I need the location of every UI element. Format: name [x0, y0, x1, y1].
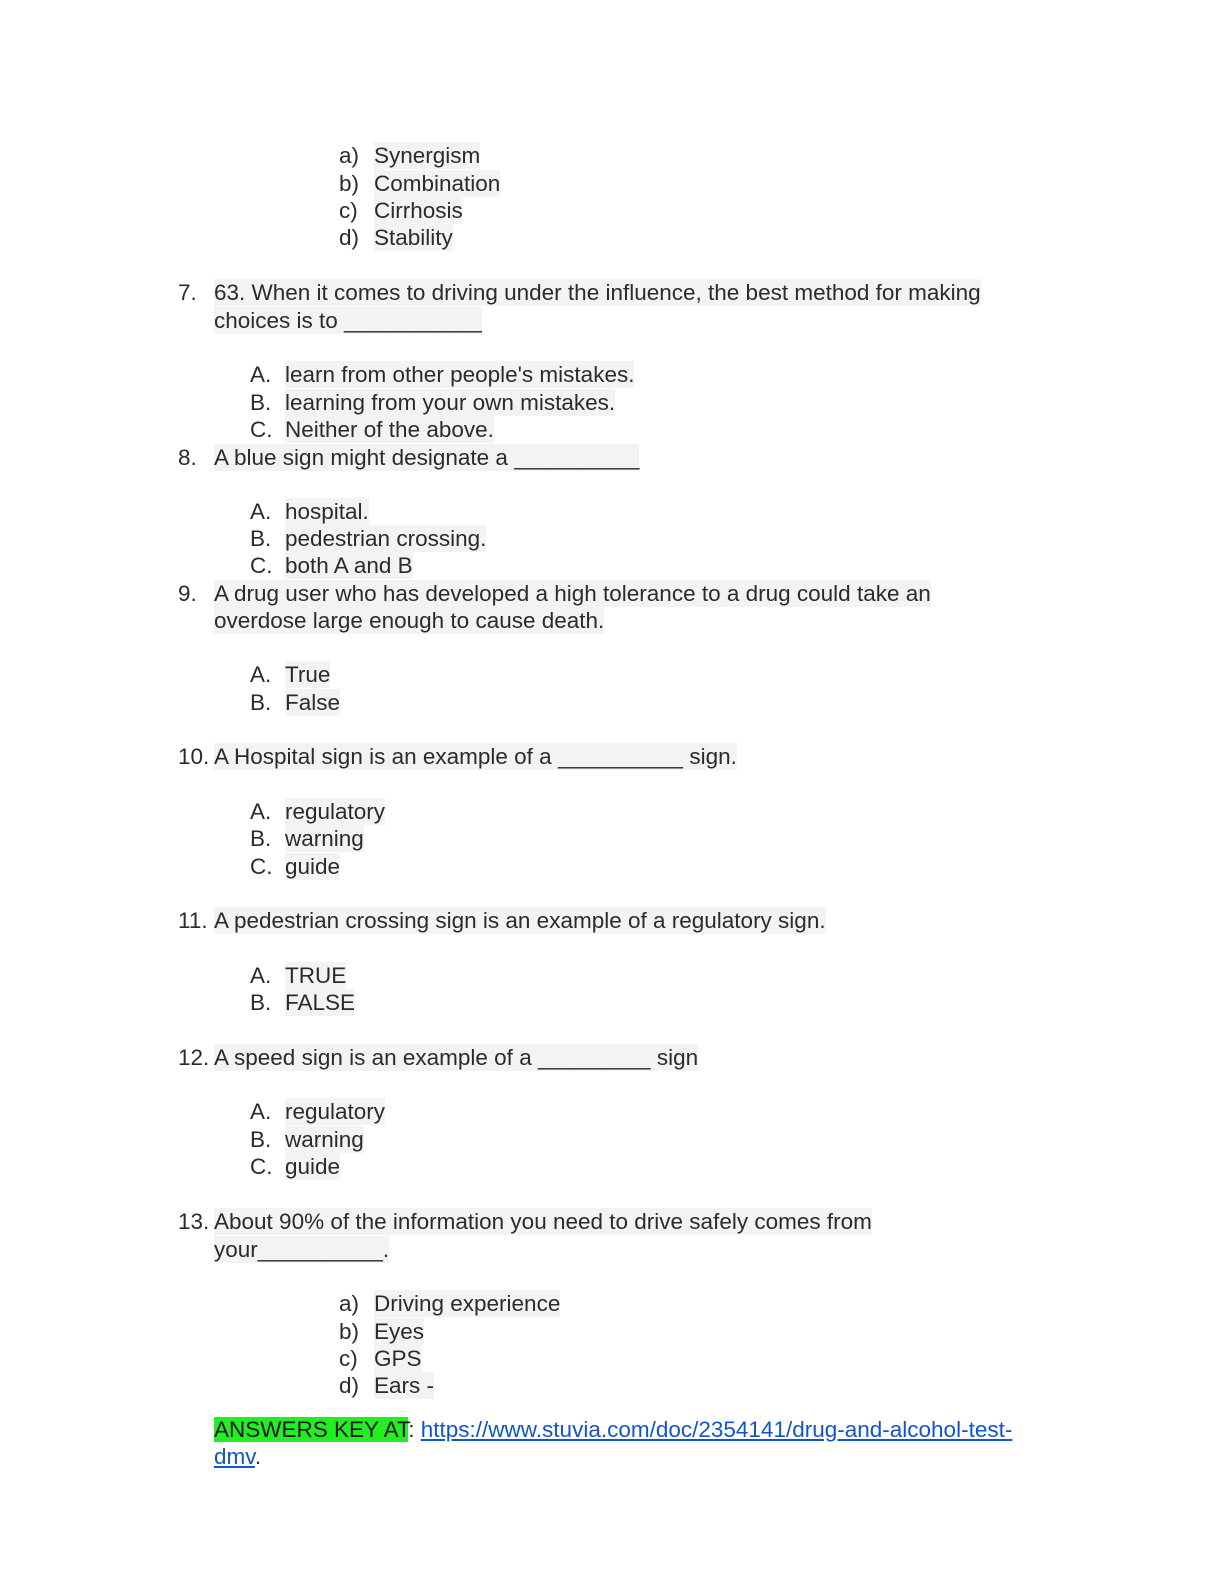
question-number: 11. [178, 908, 208, 933]
question-number: 7. [178, 280, 197, 305]
option-marker: C. [250, 417, 273, 442]
question-text: A Hospital sign is an example of a __________ sign. [214, 744, 737, 769]
option-text: Synergism [374, 143, 481, 168]
option-marker: C. [250, 1154, 273, 1179]
option-text: Eyes [374, 1319, 425, 1344]
option-marker: d) [339, 1373, 360, 1398]
option-text: guide [285, 1154, 341, 1179]
option-text: False [285, 690, 341, 715]
option-text: Cirrhosis [374, 198, 463, 223]
option-marker: B. [250, 826, 272, 851]
question-text: A blue sign might designate a __________ [214, 445, 640, 470]
answers-key-line-2 [214, 1443, 261, 1470]
option-marker: b) [339, 1319, 360, 1344]
option-marker: b) [339, 171, 360, 196]
option-marker: A. [250, 499, 272, 524]
option-marker: B. [250, 690, 272, 715]
option-marker: c) [339, 1346, 358, 1371]
question-text: A speed sign is an example of a _________ sign [214, 1045, 699, 1070]
question-text: A drug user who has developed a high tolerance to a drug could take an [214, 581, 931, 606]
question-text: overdose large enough to cause death. [214, 608, 605, 633]
option-text: learn from other people's mistakes. [285, 362, 635, 387]
question-number: 8. [178, 445, 197, 470]
question-text: 63. When it comes to driving under the influence, the best method for making [214, 280, 981, 305]
option-marker: A. [250, 963, 272, 988]
question-number: 10. [178, 744, 210, 769]
option-text: regulatory [285, 1099, 386, 1124]
option-text: warning [285, 826, 364, 851]
option-marker: a) [339, 1291, 360, 1316]
option-marker: A. [250, 1099, 272, 1124]
option-text: Driving experience [374, 1291, 561, 1316]
option-marker: C. [250, 553, 273, 578]
option-text: True [285, 662, 331, 687]
answers-key-colon: : [408, 1417, 415, 1442]
option-marker: A. [250, 362, 272, 387]
question-number: 9. [178, 581, 197, 606]
option-text: Combination [374, 171, 501, 196]
option-marker: c) [339, 198, 358, 223]
option-text: hospital. [285, 499, 369, 524]
question-text: About 90% of the information you need to drive safely comes from [214, 1209, 872, 1234]
question-text: your__________. [214, 1237, 390, 1262]
question-number: 12. [178, 1045, 210, 1070]
option-text: pedestrian crossing. [285, 526, 487, 551]
option-marker: a) [339, 143, 360, 168]
option-text: Ears - [374, 1373, 435, 1398]
option-text: TRUE [285, 963, 347, 988]
answers-key-period: . [254, 1444, 262, 1469]
option-marker: B. [250, 1127, 272, 1152]
option-marker: A. [250, 799, 272, 824]
option-text: FALSE [285, 990, 356, 1015]
option-text: GPS [374, 1346, 422, 1371]
option-marker: d) [339, 225, 360, 250]
answers-key-label: ANSWERS KEY AT [214, 1417, 409, 1442]
option-marker: B. [250, 390, 272, 415]
option-marker: C. [250, 854, 273, 879]
question-number: 13. [178, 1209, 210, 1234]
option-text: regulatory [285, 799, 386, 824]
question-text: A pedestrian crossing sign is an example of a regulatory sign. [214, 908, 826, 933]
option-text: warning [285, 1127, 364, 1152]
question-text: choices is to ___________ [214, 308, 482, 333]
option-marker: A. [250, 662, 272, 687]
answers-key-line-1 [214, 1416, 1012, 1443]
option-text: Neither of the above. [285, 417, 494, 442]
option-marker: B. [250, 990, 272, 1015]
option-text: Stability [374, 225, 453, 250]
answers-key-link-continued[interactable]: dmv [214, 1444, 255, 1469]
answers-key-link[interactable]: https://www.stuvia.com/doc/2354141/drug-and-alcohol-test- [420, 1417, 1013, 1442]
option-text: learning from your own mistakes. [285, 390, 616, 415]
option-text: both A and B [285, 553, 413, 578]
option-marker: B. [250, 526, 272, 551]
option-text: guide [285, 854, 341, 879]
